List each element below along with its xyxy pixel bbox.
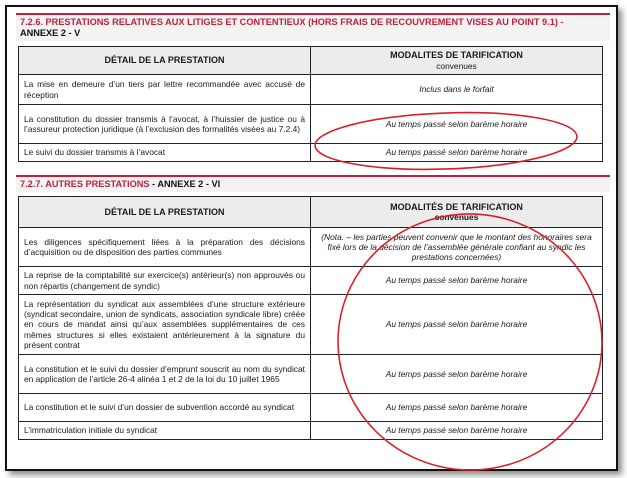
table-header-row — [19, 197, 603, 228]
cell-tarif: Au temps passé selon barème horaire — [311, 105, 603, 144]
table-autres-prestations — [18, 196, 603, 440]
cell-detail: L’immatriculation initiale du syndicat — [19, 422, 311, 440]
cell-tarif: Au temps passé selon barème horaire — [311, 295, 603, 355]
table-header-row — [19, 47, 603, 75]
col-header-tarification-title: MODALITES DE TARIFICATION — [390, 50, 523, 61]
col-header-detail: DÉTAIL DE LA PRESTATION — [19, 47, 311, 75]
cell-detail: La constitution et le suivi du dossier d’emprunt souscrit au nom du syndicat en application de l’article 26-4 alinéa 1 et 2 de la loi du 10 juillet 1965 — [19, 355, 311, 394]
table-row — [19, 267, 603, 295]
col-header-tarification-title: MODALITÉS DE TARIFICATION — [390, 201, 523, 212]
cell-detail: La reprise de la comptabilité sur exercice(s) antérieur(s) non approuvés ou non répartis (changement de syndic) — [19, 267, 311, 295]
cell-detail: La constitution et le suivi d’un dossier de subvention accordé au syndicat — [19, 394, 311, 422]
table-row — [19, 105, 603, 144]
cell-tarif: Au temps passé selon barème horaire — [311, 394, 603, 422]
col-header-tarification-sub: convenues — [436, 60, 477, 71]
cell-detail: Les diligences spécifiquement liées à la préparation des décisions d’acquisition ou de disposition des parties communes — [19, 228, 311, 267]
table-row — [19, 422, 603, 440]
cell-tarif: (Nota. – les parties peuvent convenir que le montant des honoraires sera fixé lors de la décision de l’assemblée générale confiant au syndic les prestations concernées) — [311, 228, 603, 267]
cell-tarif: Au temps passé selon barème horaire — [311, 267, 603, 295]
cell-tarif: Au temps passé selon barème horaire — [311, 422, 603, 440]
section-heading-7-2-6 — [16, 13, 610, 41]
table-row — [19, 228, 603, 267]
section-heading-title: 7.2.7. AUTRES PRESTATIONS — [20, 179, 150, 189]
table-row — [19, 144, 603, 162]
section-heading-title: 7.2.6. PRESTATIONS RELATIVES AUX LITIGES ET CONTENTIEUX (HORS FRAIS DE RECOUVREMENT VISES AU POINT 9.1) - — [20, 17, 564, 27]
col-header-tarification — [311, 47, 603, 75]
cell-tarif: Au temps passé selon barème horaire — [311, 144, 603, 162]
cell-detail: La mise en demeure d’un tiers par lettre recommandée avec accusé de réception — [19, 75, 311, 105]
table-row — [19, 75, 603, 105]
cell-tarif: Inclus dans le forfait — [311, 75, 603, 105]
table-row — [19, 295, 603, 355]
cell-tarif: Au temps passé selon barème horaire — [311, 355, 603, 394]
table-litiges — [18, 46, 603, 162]
cell-detail: La représentation du syndicat aux assemblées d’une structure extérieure (syndicat secondaire, union de syndicats, association syndicale libre) créée en cours de mandat ainsi qu’aux assemblées supplémentaires de ces mêmes structures si elles existaient antérieurement à la signature du présent contrat — [19, 295, 311, 355]
table-row — [19, 355, 603, 394]
section-heading-annex: - ANNEXE 2 - VI — [149, 179, 221, 189]
section-heading-7-2-7 — [16, 175, 610, 192]
cell-detail: La constitution du dossier transmis à l’avocat, à l’huissier de justice ou à l’assureur protection juridique (à l’exclusion des formalités visées au 7.2.4) — [19, 105, 311, 144]
col-header-tarification-sub: convenues — [434, 212, 479, 222]
table-row — [19, 394, 603, 422]
section-heading-annex: ANNEXE 2 - V — [20, 28, 81, 38]
cell-detail: Le suivi du dossier transmis à l’avocat — [19, 144, 311, 162]
col-header-tarification — [311, 197, 603, 228]
col-header-detail: DÉTAIL DE LA PRESTATION — [19, 197, 311, 228]
